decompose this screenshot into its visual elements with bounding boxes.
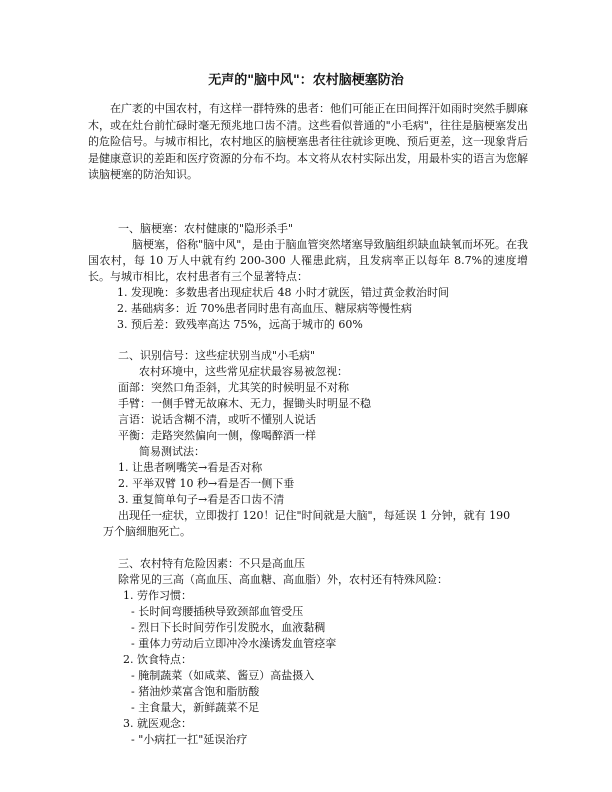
section1-heading: 一、脑梗塞：农村健康的"隐形杀手" — [118, 222, 294, 235]
section1-item-3: 3. 预后差：致残率高达 75%，远高于城市的 60% — [117, 318, 363, 331]
test-item-3: 3. 重复简单句子→看是否口齿不清 — [118, 493, 285, 506]
list-item: - 烈日下长时间劳作引发脱水，血液黏稠 — [131, 621, 326, 634]
list-item: - 主食量大，新鲜蔬菜不足 — [131, 701, 260, 714]
document-title: 无声的"脑中风"：农村脑梗塞防治 — [208, 73, 404, 88]
symptom-speech: 言语：说话含糊不清，或听不懂别人说话 — [118, 413, 316, 426]
list-item: - 腌制蔬菜（如咸菜、酱豆）高盐摄入 — [131, 669, 315, 682]
section3-heading: 三、农村特有危险因素：不只是高血压 — [118, 557, 305, 570]
intro-paragraph: 在广袤的中国农村，有这样一群特殊的患者：他们可能正在田间挥汗如雨时突然手脚麻木，或在灶台前忙碌时毫无预兆地口齿不清。这些看似普通的"小毛病"，往往是脑梗塞发出的危险信号。与城市相比，农村地区的脑梗塞患者往往就诊更晚、预后更差，这一现象背后是健康意识的差距和医疗资源的分布不均。本文将从农村实际出发，用最朴实的语言为您解读脑梗塞的防治知识。 — [88, 102, 528, 181]
list-item: - 猪油炒菜富含饱和脂肪酸 — [131, 685, 260, 698]
symptom-arm: 手臂：一侧手臂无故麻木、无力，握锄头时明显不稳 — [118, 397, 371, 410]
test-heading: 简易测试法： — [139, 445, 205, 458]
group2-title: 2. 饮食特点： — [123, 653, 192, 666]
list-item: - 长时间弯腰插秧导致颈部血管受压 — [131, 605, 304, 618]
symptom-face: 面部：突然口角歪斜，尤其笑的时候明显不对称 — [118, 381, 349, 394]
list-item: - "小病扛一扛"延误治疗 — [131, 733, 248, 746]
group3-title: 3. 就医观念： — [123, 717, 192, 730]
section3-intro: 除常见的三高（高血压、高血糖、高血脂）外，农村还有特殊风险： — [118, 573, 448, 586]
symptom-balance: 平衡：走路突然偏向一侧，像喝醉酒一样 — [118, 429, 316, 442]
test-item-1: 1. 让患者咧嘴笑→看是否对称 — [118, 461, 263, 474]
test-item-2: 2. 平举双臂 10 秒→看是否一侧下垂 — [118, 477, 295, 490]
list-item: - 重体力劳动后立即冲冷水澡诱发血管痉挛 — [131, 637, 337, 650]
section1-paragraph: 脑梗塞，俗称"脑中风"，是由于脑血管突然堵塞导致脑组织缺血缺氧而坏死。在我国农村，每 10 万人中就有约 200-300 人罹患此病，且发病率正以每年 8.7%的速度增长。与城市相比，农村患者有三个显著特点： — [88, 238, 528, 283]
warning-paragraph: 出现任一症状，立即拨打 120！记住"时间就是大脑"，每延误 1 分钟，就有 190 万个脑细胞死亡。 — [103, 509, 511, 538]
group1-title: 1. 劳作习惯： — [123, 589, 192, 602]
section2-intro: 农村环境中，这些常见症状最容易被忽视： — [139, 365, 348, 378]
section1-item-1: 1. 发现晚：多数患者出现症状后 48 小时才就医，错过黄金救治时间 — [117, 286, 449, 299]
section2-heading: 二、识别信号：这些症状别当成"小毛病" — [118, 349, 316, 362]
section1-item-2: 2. 基础病多：近 70%患者同时患有高血压、糖尿病等慢性病 — [117, 302, 412, 315]
